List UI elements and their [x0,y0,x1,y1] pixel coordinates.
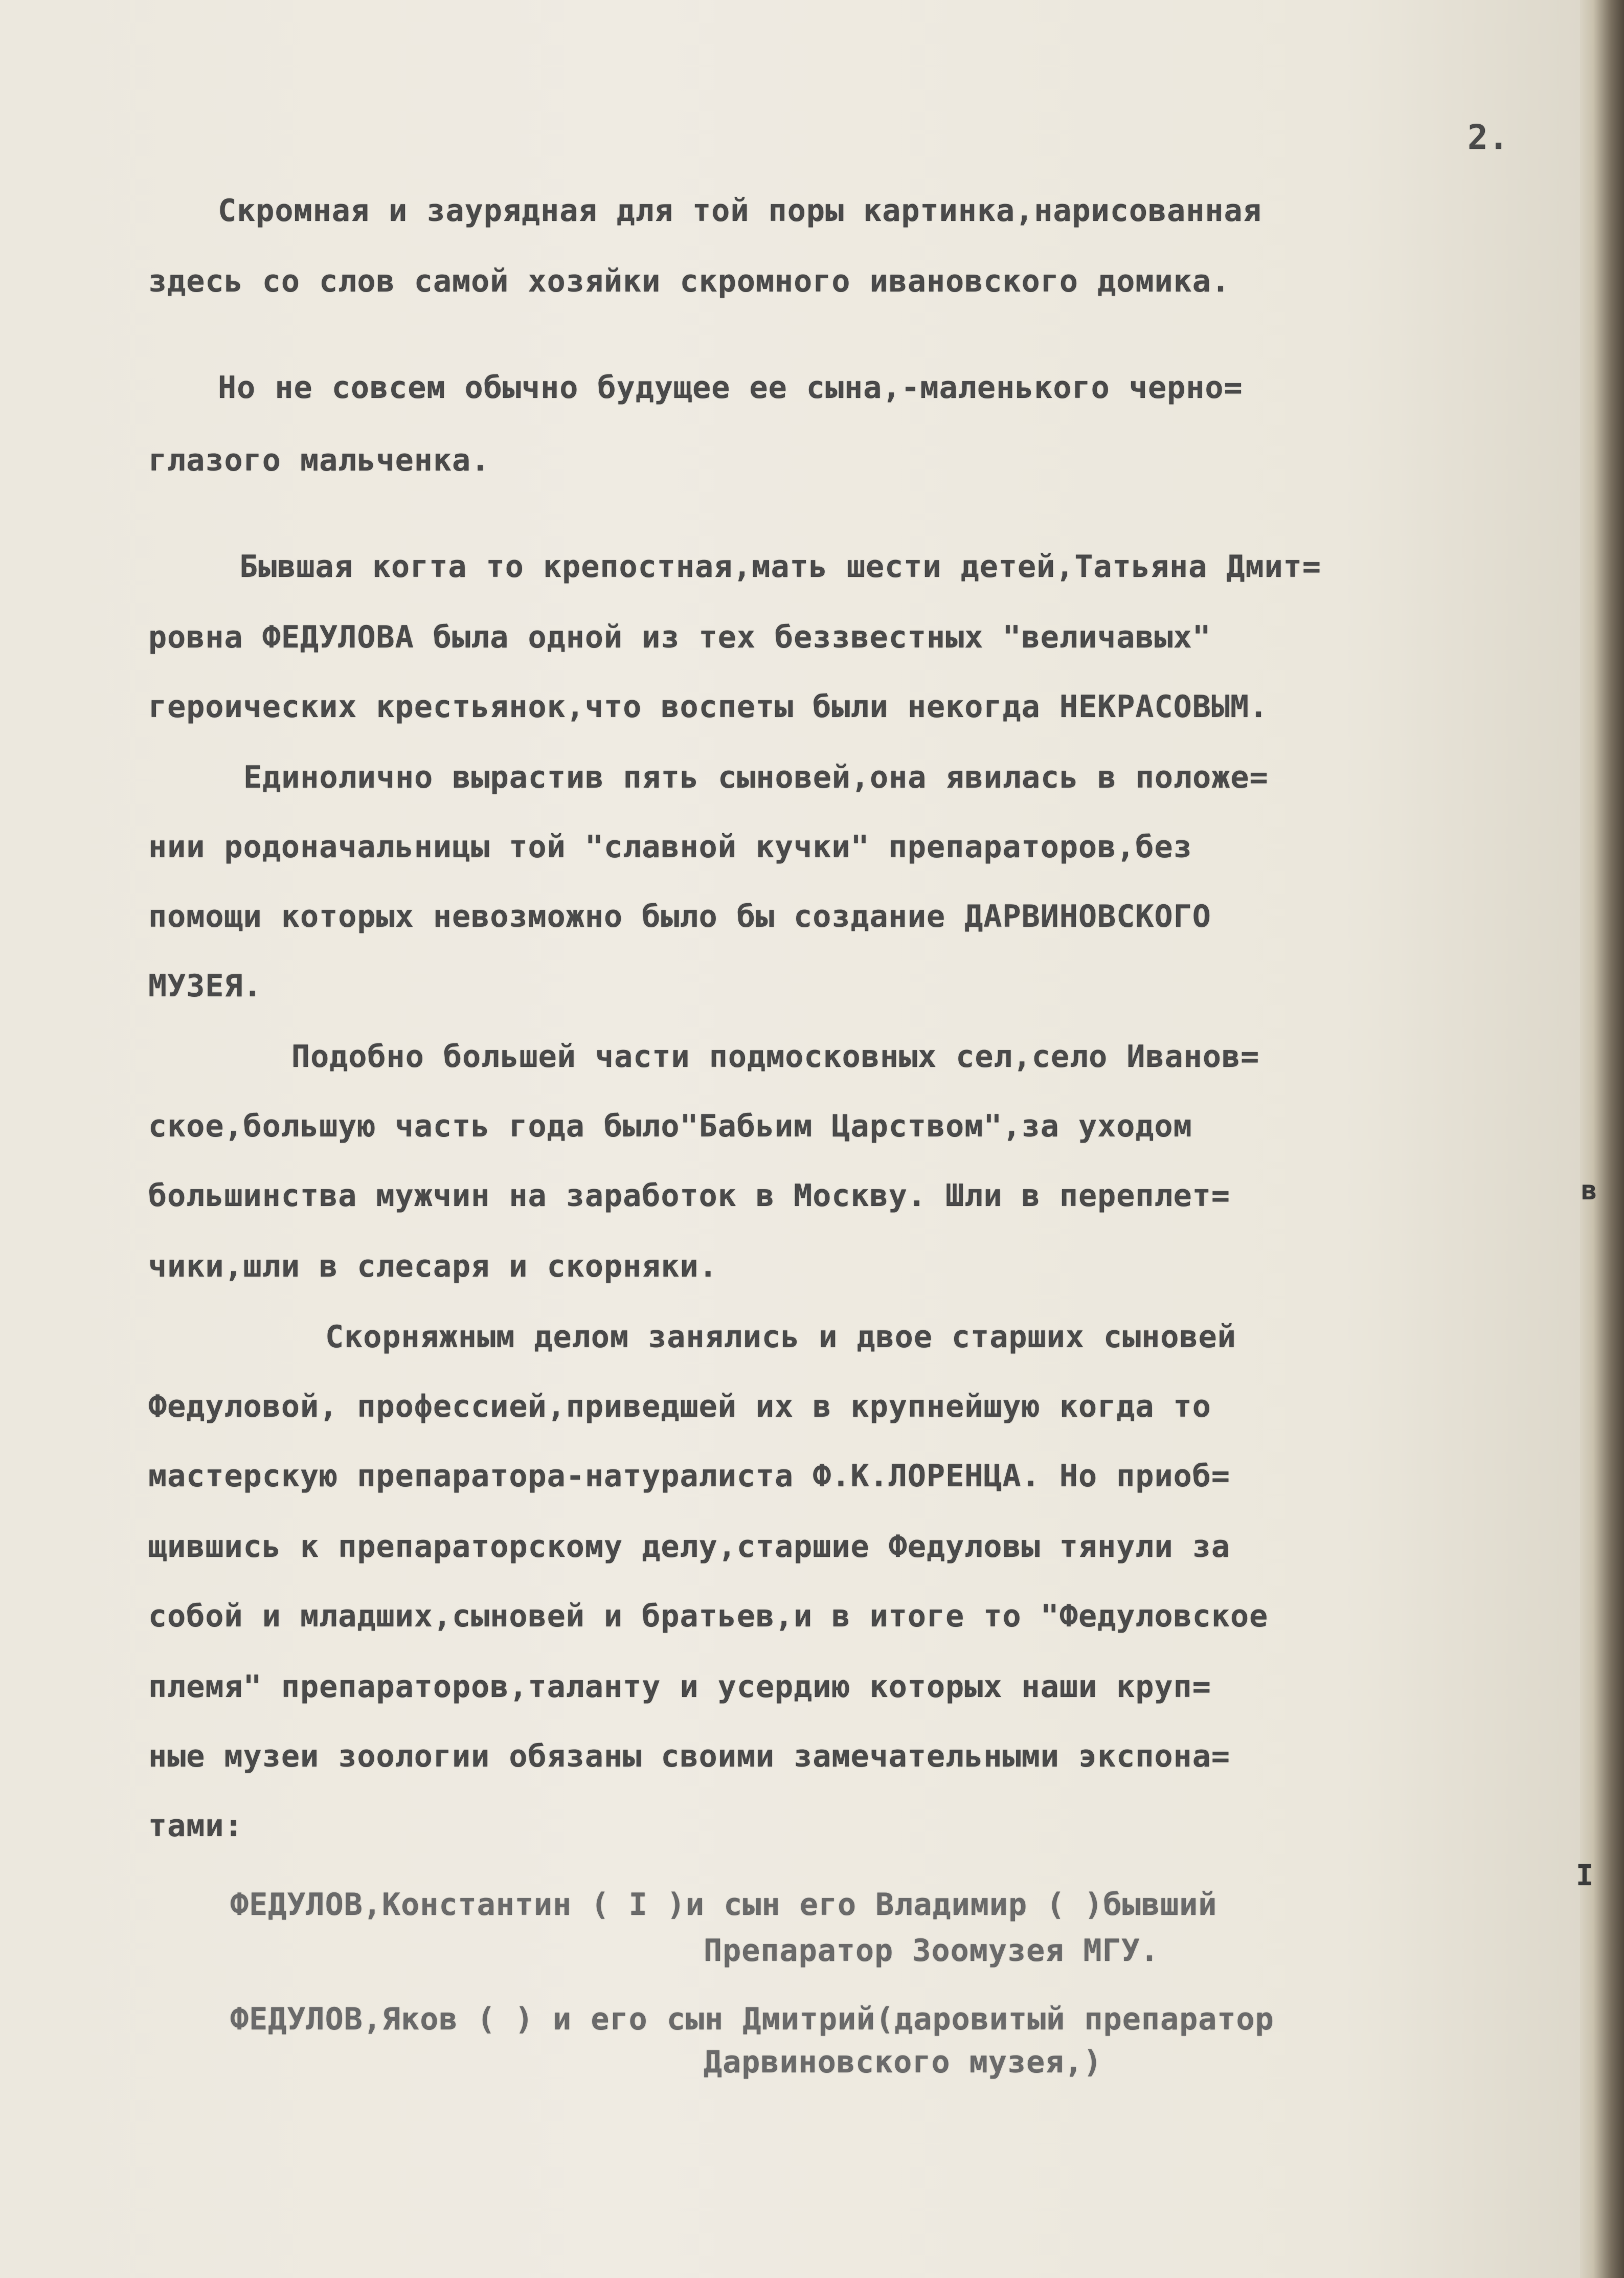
text-line: чики,шли в слесаря и скорняки. [148,1248,718,1284]
text-line: Федуловой, профессией,приведшей их в крупнейшую когда то [148,1389,1211,1424]
text-line: Дарвиновского музея,) [704,2044,1102,2080]
paper-edge [1580,0,1624,2278]
text-line: ровна ФЕДУЛОВА была одной из тех беззвестных "величавых" [148,619,1211,655]
text-line: нии родоначальницы той "славной кучки" препараторов,без [148,829,1192,865]
page-number: 2. [1468,118,1509,157]
text-line: тами: [148,1808,243,1844]
text-line: ФЕДУЛОВ,Константин ( I )и сын его Владимир ( )бывший [230,1887,1217,1923]
text-line: помощи которых невозможно было бы создание ДАРВИНОВСКОГО [148,899,1211,934]
text-line: мастерскую препаратора-натуралиста Ф.К.ЛОРЕНЦА. Но приоб= [148,1458,1231,1494]
text-line: здесь со слов самой хозяйки скромного ивановского домика. [148,263,1231,299]
text-line: племя" препараторов,таланту и усердию которых наши круп= [148,1669,1211,1705]
text-line: собой и младших,сыновей и братьев,и в итоге то "Федуловское [148,1598,1269,1634]
text-line: щившись к препараторскому делу,старшие Федуловы тянули за [148,1529,1231,1565]
text-line: Препаратор Зоомузея МГУ. [704,1933,1159,1969]
text-line: глазого мальченка. [148,442,490,478]
text-line: Единолично вырастив пять сыновей,она явилась в положе= [243,760,1269,795]
text-line: МУЗЕЯ. [148,968,262,1004]
text-line: большинства мужчин на заработок в Москву. Шли в переплет= [148,1178,1231,1214]
margin-mark: в [1581,1175,1598,1206]
text-line: Скромная и заурядная для той поры картинка,нарисованная [218,193,1262,229]
text-line: ФЕДУЛОВ,Яков ( ) и его сын Дмитрий(даровитый препаратор [230,2001,1274,2037]
text-line: Но не совсем обычно будущее ее сына,-маленького черно= [218,370,1243,406]
text-line: ское,большую часть года было"Бабьим Царством",за уходом [148,1108,1192,1144]
margin-mark: I [1576,1859,1594,1892]
text-line: ные музеи зоологии обязаны своими замечательными экспона= [148,1738,1231,1774]
text-line: героических крестьянок,что воспеты были некогда НЕКРАСОВЫМ. [148,689,1269,725]
text-line: Скорняжным делом занялись и двое старших сыновей [325,1319,1236,1355]
text-line: Подобно большей части подмосковных сел,село Иванов= [291,1039,1260,1075]
text-line: Бывшая когта то крепостная,мать шести детей,Татьяна Дмит= [239,549,1322,585]
